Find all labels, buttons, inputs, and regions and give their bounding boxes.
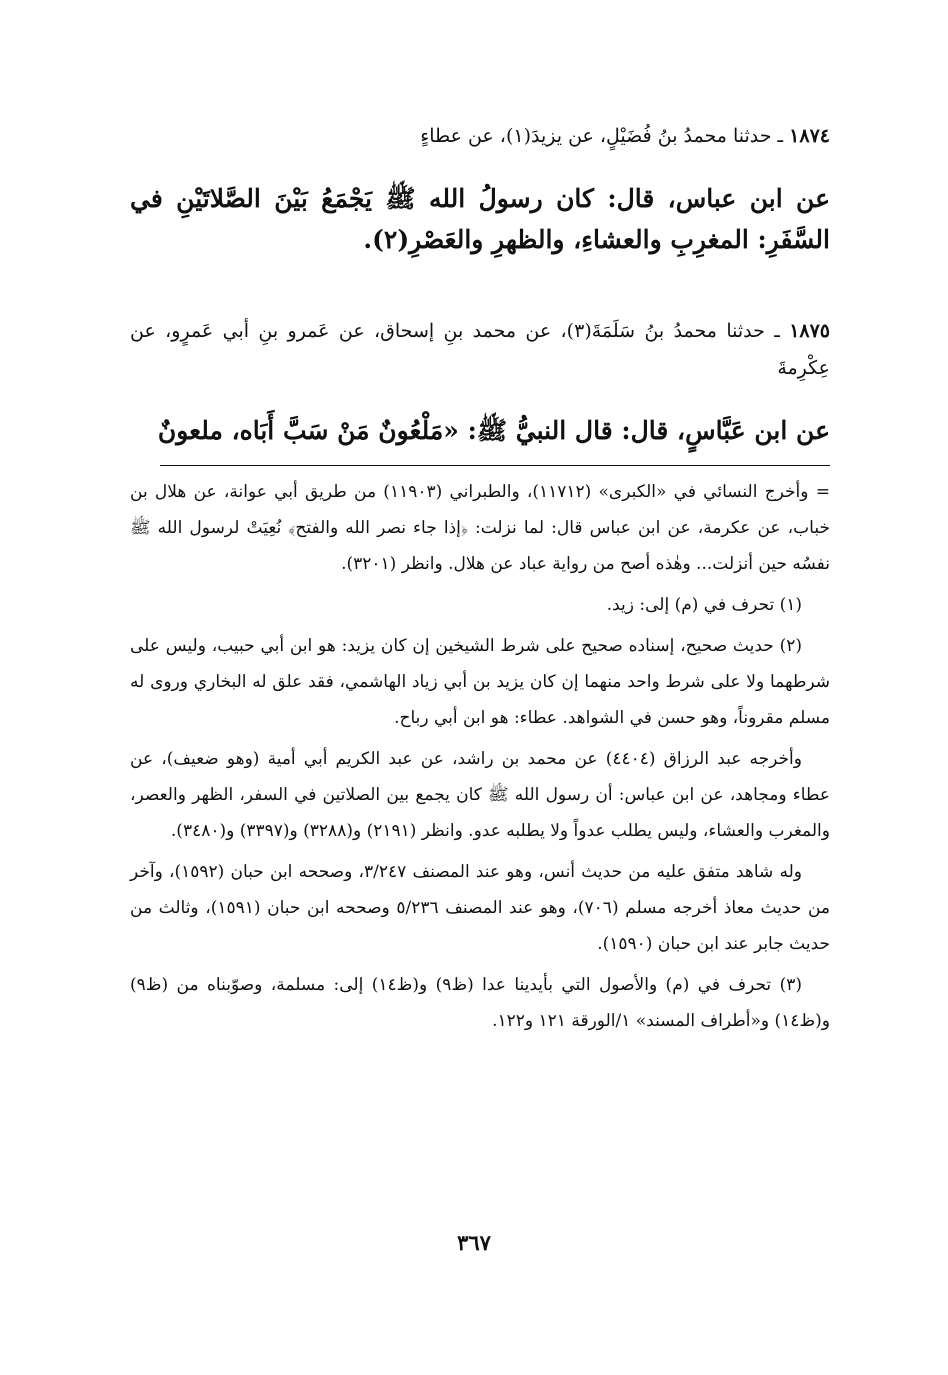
hadith-1874-chain: ـ حدثنا محمدُ بنُ فُضَيْلٍ، عن يزيدَ(١)، عن عطاءٍ <box>420 125 784 147</box>
hadith-1875-sanad <box>130 313 830 387</box>
footnote-continuation: = وأخرج النسائي في «الكبرى» (١١٧١٢)، والطبراني (١١٩٠٣) من طريق أبي عوانة، عن هلال بن خباب، عن عكرمة، عن ابن عباس قال: لما نزلت: ﴿إذا جاء نصر الله والفتح﴾ نُعِيَتْ لرسول الله ﷺ نفسُه حين أنزلت... وهٰذه أصح من رواية عباد عن هلال. وانظر (٣٢٠١). <box>130 482 830 574</box>
footnote-1: (١) تحرف في (م) إلى: زيد. <box>606 595 802 615</box>
footnote-2: (٢) حديث صحيح، إسناده صحيح على شرط الشيخين إن كان يزيد: هو ابن أبي حبيب، وليس على شرطهما ولا على شرط واحد منهما إن كان يزيد بن أبي زياد الهاشمي، فقد علق له البخاري وروى له مسلم مقروناً، وهو حسن في الشواهد. عطاء: هو ابن أبي رباح. <box>130 636 830 728</box>
footnote-2-shawahid: وله شاهد متفق عليه من حديث أنس، وهو عند المصنف ٣/٢٤٧، وصححه ابن حبان (١٥٩٢)، وآخر من حديث معاذ أخرجه مسلم (٧٠٦)، وهو عند المصنف ٥/٢٣٦ وصححه ابن حبان (١٥٩١)، وثالث من حديث جابر عند ابن حبان (١٥٩٠). <box>130 862 831 954</box>
hadith-1874-number: ١٨٧٤ <box>789 125 830 147</box>
hadith-1875-chain: ـ حدثنا محمدُ بنُ سَلَمَةَ(٣)، عن محمد بنِ إسحاق، عن عَمرو بنِ أبي عَمرٍو، عن عِكْرِمةَ <box>130 320 830 379</box>
hadith-1875-text: عن ابن عَبَّاسٍ، قال: قال النبيُّ ﷺ: «مَلْعُونٌ مَنْ سَبَّ أَبَاه، ملعونٌ <box>157 416 830 445</box>
footnotes <box>130 474 830 1044</box>
hadith-1875-number: ١٨٧٥ <box>789 320 831 342</box>
footnote-3: (٣) تحرف في (م) والأصول التي بأيدينا عدا (ظ٩) و(ظ١٤) إلى: مسلمة، وصوّبناه من (ظ٩) و(ظ١٤) و«أطراف المسند» ١/الورقة ١٢١ و١٢٢. <box>130 975 830 1031</box>
page-number: ٣٦٧ <box>457 1230 491 1255</box>
footnote-divider <box>160 465 830 466</box>
hadith-1874-sanad <box>130 118 830 155</box>
footnote-2-takhrij: وأخرجه عبد الرزاق (٤٤٠٤) عن محمد بن راشد، عن عبد الكريم أبي أمية (وهو ضعيف)، عن عطاء ومجاهد، عن ابن عباس: أن رسول الله ﷺ كان يجمع بين الصلاتين في السفر، الظهر والعصر، والمغرب والعشاء، وليس يطلب عدواً ولا يطلبه عدو. وانظر (٢١٩١) و(٣٢٨٨) و(٣٣٩٧) و(٣٤٨٠). <box>130 749 830 841</box>
hadith-1874-text: عن ابن عباس، قال: كان رسولُ الله ﷺ يَجْمَعُ بَيْنَ الصَّلاتَيْنِ في السَّفَرِ: المغرِبِ والعشاءِ، والظهرِ والعَصْرِ(٢). <box>130 184 830 254</box>
